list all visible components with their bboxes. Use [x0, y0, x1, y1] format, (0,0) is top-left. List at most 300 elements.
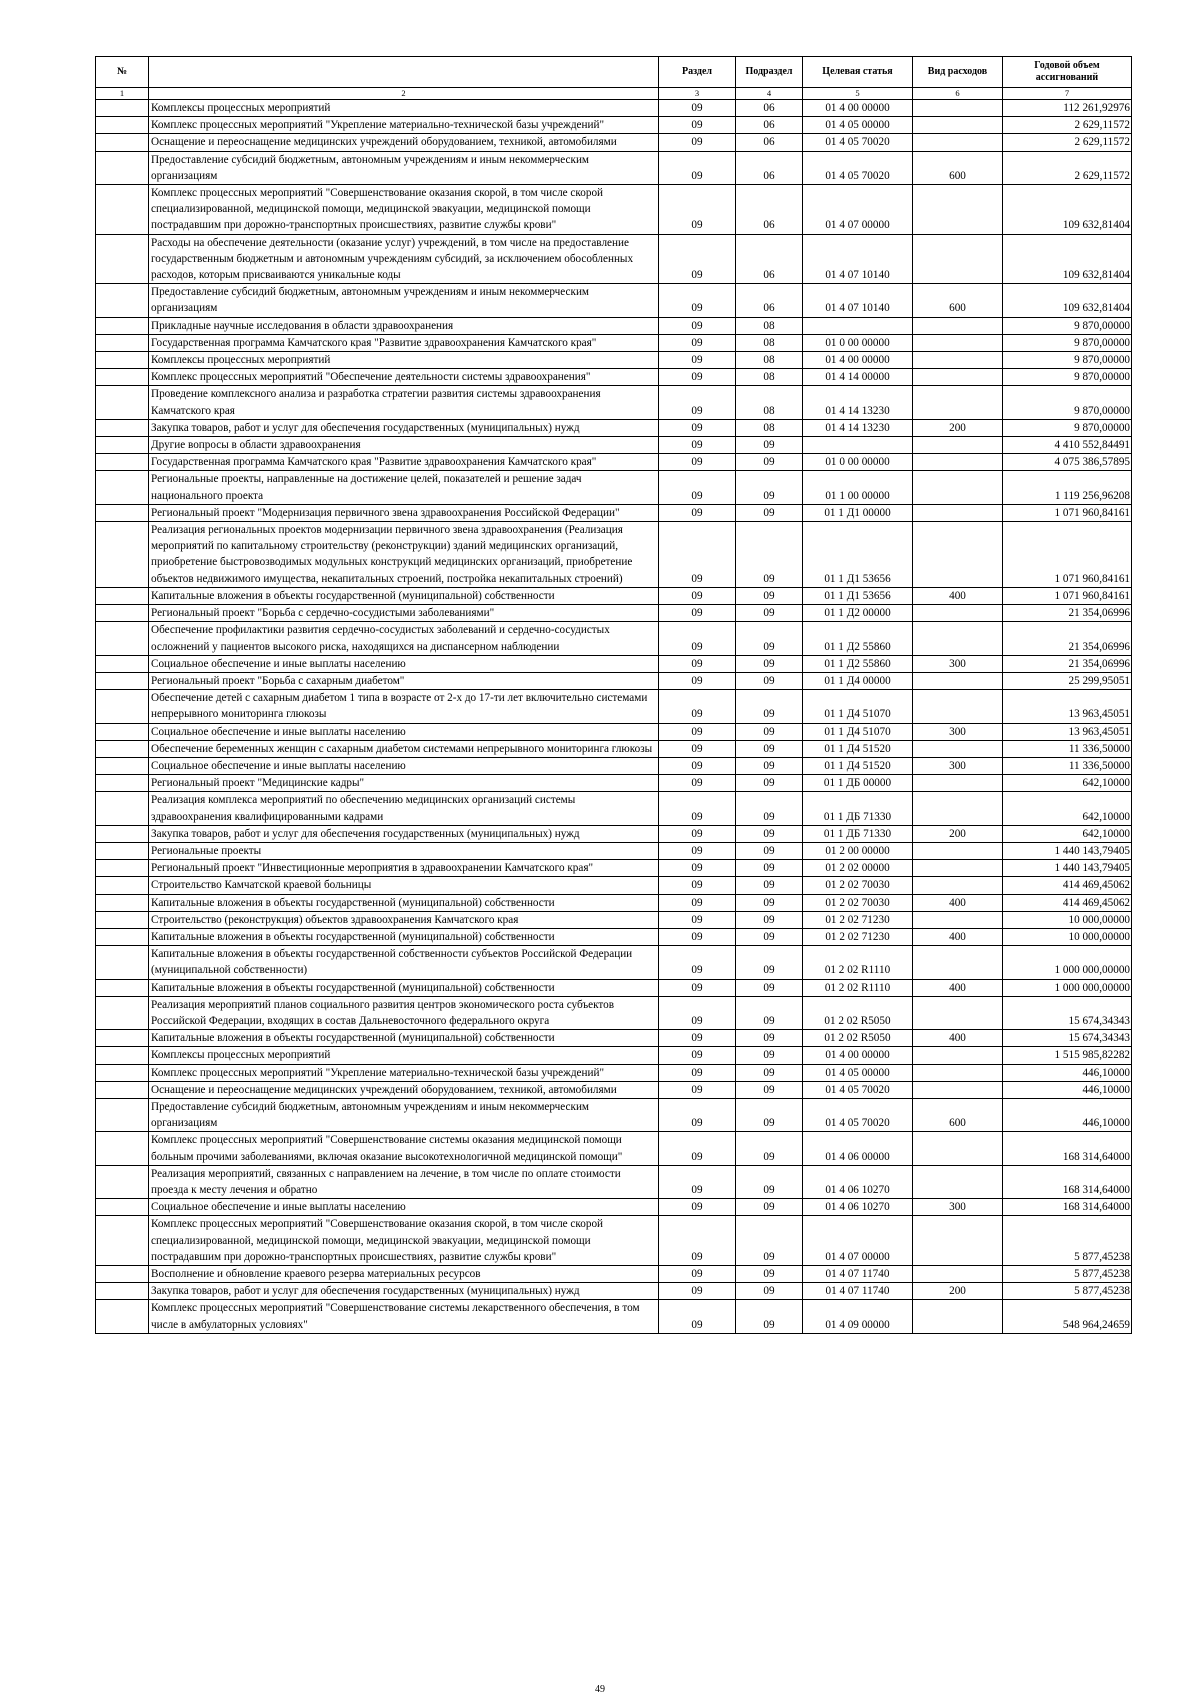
row-podrazdel: 06 [736, 234, 803, 284]
row-vid-rashodov: 200 [913, 1283, 1003, 1300]
table-row [96, 690, 1132, 723]
row-vid-rashodov [913, 504, 1003, 521]
row-vid-rashodov [913, 946, 1003, 979]
row-celevaya-statya: 01 4 05 70020 [803, 134, 913, 151]
row-razdel: 09 [659, 1132, 736, 1165]
row-celevaya-statya: 01 4 09 00000 [803, 1300, 913, 1333]
row-number [96, 655, 149, 672]
row-number [96, 911, 149, 928]
row-vid-rashodov [913, 437, 1003, 454]
row-name: Региональный проект "Борьба с сердечно-сосудистыми заболеваниями" [149, 605, 659, 622]
row-name: Комплекс процессных мероприятий "Совершенствование системы лекарственного обеспечения, в том числе в амбулаторных условиях" [149, 1300, 659, 1333]
row-celevaya-statya: 01 4 00 00000 [803, 100, 913, 117]
header-vid-rashodov: Вид расходов [913, 57, 1003, 88]
row-razdel: 09 [659, 825, 736, 842]
row-sum: 642,10000 [1003, 825, 1132, 842]
row-podrazdel: 09 [736, 437, 803, 454]
row-name: Комплекс процессных мероприятий "Совершенствование оказания скорой, в том числе скорой специализированной, медицинской помощи, медицинской эвакуации, медицинской помощи пострадавшим при дорожно-транспортных происшествиях, развитие службы крови" [149, 185, 659, 235]
header-name [149, 57, 659, 88]
row-celevaya-statya: 01 4 06 10270 [803, 1165, 913, 1198]
row-podrazdel: 09 [736, 587, 803, 604]
row-vid-rashodov: 300 [913, 655, 1003, 672]
row-name: Закупка товаров, работ и услуг для обеспечения государственных (муниципальных) нужд [149, 419, 659, 436]
row-number [96, 775, 149, 792]
row-celevaya-statya: 01 1 Д2 55860 [803, 655, 913, 672]
row-sum: 10 000,00000 [1003, 911, 1132, 928]
row-razdel: 09 [659, 622, 736, 655]
row-razdel: 09 [659, 1300, 736, 1333]
row-vid-rashodov [913, 1300, 1003, 1333]
row-name: Региональный проект "Борьба с сахарным диабетом" [149, 672, 659, 689]
row-razdel: 09 [659, 522, 736, 588]
row-sum: 21 354,06996 [1003, 655, 1132, 672]
table-row [96, 1081, 1132, 1098]
table-row [96, 419, 1132, 436]
table-row [96, 928, 1132, 945]
row-celevaya-statya: 01 2 02 R1110 [803, 946, 913, 979]
row-razdel: 09 [659, 757, 736, 774]
row-razdel: 09 [659, 369, 736, 386]
row-sum: 9 870,00000 [1003, 386, 1132, 419]
row-name: Строительство (реконструкция) объектов здравоохранения Камчатского края [149, 911, 659, 928]
row-number [96, 134, 149, 151]
table-row [96, 1064, 1132, 1081]
row-celevaya-statya: 01 4 05 70020 [803, 1098, 913, 1131]
row-razdel: 09 [659, 928, 736, 945]
row-vid-rashodov: 300 [913, 1199, 1003, 1216]
row-celevaya-statya: 01 1 Д1 53656 [803, 587, 913, 604]
row-celevaya-statya: 01 2 02 71230 [803, 928, 913, 945]
row-razdel: 09 [659, 471, 736, 504]
row-celevaya-statya: 01 4 07 11740 [803, 1283, 913, 1300]
table-row [96, 117, 1132, 134]
row-celevaya-statya [803, 437, 913, 454]
row-name: Строительство Камчатской краевой больницы [149, 877, 659, 894]
table-row [96, 1047, 1132, 1064]
table-row [96, 1199, 1132, 1216]
row-number [96, 386, 149, 419]
table-row [96, 1132, 1132, 1165]
row-sum: 109 632,81404 [1003, 234, 1132, 284]
row-number [96, 1030, 149, 1047]
table-row [96, 437, 1132, 454]
row-razdel: 09 [659, 740, 736, 757]
row-number [96, 1098, 149, 1131]
row-name: Региональный проект "Модернизация первичного звена здравоохранения Российской Федерации" [149, 504, 659, 521]
row-podrazdel: 09 [736, 775, 803, 792]
row-podrazdel: 09 [736, 911, 803, 928]
row-vid-rashodov [913, 185, 1003, 235]
row-vid-rashodov: 400 [913, 587, 1003, 604]
row-number [96, 284, 149, 317]
row-name: Обеспечение профилактики развития сердечно-сосудистых заболеваний и сердечно-сосудистых осложнений у пациентов высокого риска, находящихся на диспансерном наблюдении [149, 622, 659, 655]
row-sum: 109 632,81404 [1003, 284, 1132, 317]
row-name: Капитальные вложения в объекты государственной (муниципальной) собственности [149, 587, 659, 604]
row-podrazdel: 08 [736, 369, 803, 386]
budget-table [95, 56, 1132, 1334]
row-razdel: 09 [659, 842, 736, 859]
row-razdel: 09 [659, 134, 736, 151]
row-number [96, 1199, 149, 1216]
row-celevaya-statya: 01 2 02 70030 [803, 894, 913, 911]
row-name: Прикладные научные исследования в области здравоохранения [149, 317, 659, 334]
row-vid-rashodov [913, 842, 1003, 859]
row-podrazdel: 09 [736, 504, 803, 521]
table-row [96, 825, 1132, 842]
row-name: Комплекс процессных мероприятий "Совершенствование оказания скорой, в том числе скорой специализированной, медицинской помощи, медицинской эвакуации, медицинской помощи пострадавшим при дорожно-транспортных происшествиях, развитие службы крови" [149, 1216, 659, 1266]
row-podrazdel: 09 [736, 996, 803, 1029]
row-vid-rashodov [913, 1132, 1003, 1165]
row-celevaya-statya: 01 1 Д4 51520 [803, 757, 913, 774]
row-podrazdel: 08 [736, 317, 803, 334]
table-row [96, 911, 1132, 928]
row-sum: 414 469,45062 [1003, 877, 1132, 894]
row-sum: 446,10000 [1003, 1098, 1132, 1131]
table-row [96, 605, 1132, 622]
row-razdel: 09 [659, 1047, 736, 1064]
row-number [96, 672, 149, 689]
table-row [96, 1283, 1132, 1300]
row-name: Предоставление субсидий бюджетным, автономным учреждениям и иным некоммерческим организациям [149, 284, 659, 317]
row-podrazdel: 09 [736, 1165, 803, 1198]
row-celevaya-statya: 01 1 Д2 00000 [803, 605, 913, 622]
row-podrazdel: 09 [736, 842, 803, 859]
row-number [96, 522, 149, 588]
row-razdel: 09 [659, 1165, 736, 1198]
row-sum: 1 440 143,79405 [1003, 842, 1132, 859]
row-vid-rashodov: 600 [913, 1098, 1003, 1131]
row-name: Комплекс процессных мероприятий "Укрепление материально-технической базы учреждений" [149, 1064, 659, 1081]
row-podrazdel: 06 [736, 117, 803, 134]
row-vid-rashodov: 400 [913, 979, 1003, 996]
row-celevaya-statya: 01 1 Д1 53656 [803, 522, 913, 588]
row-name: Социальное обеспечение и иные выплаты населению [149, 723, 659, 740]
row-number [96, 979, 149, 996]
row-podrazdel: 09 [736, 946, 803, 979]
row-number [96, 1081, 149, 1098]
row-razdel: 09 [659, 1199, 736, 1216]
row-sum: 5 877,45238 [1003, 1216, 1132, 1266]
row-razdel: 09 [659, 894, 736, 911]
row-razdel: 09 [659, 792, 736, 825]
row-name: Комплексы процессных мероприятий [149, 352, 659, 369]
row-vid-rashodov [913, 996, 1003, 1029]
row-name: Комплексы процессных мероприятий [149, 100, 659, 117]
row-number [96, 740, 149, 757]
row-name: Реализация комплекса мероприятий по обеспечению медицинских организаций системы здравоохранения квалифицированными кадрами [149, 792, 659, 825]
row-vid-rashodov [913, 234, 1003, 284]
row-sum: 1 440 143,79405 [1003, 860, 1132, 877]
row-celevaya-statya: 01 4 07 10140 [803, 284, 913, 317]
row-celevaya-statya: 01 4 07 11740 [803, 1266, 913, 1283]
row-sum: 9 870,00000 [1003, 369, 1132, 386]
row-name: Комплекс процессных мероприятий "Совершенствование системы оказания медицинской помощи больным прочими заболеваниями, включая оказание высокотехнологичной медицинской помощи" [149, 1132, 659, 1165]
row-celevaya-statya: 01 2 02 R5050 [803, 1030, 913, 1047]
table-row [96, 655, 1132, 672]
row-vid-rashodov: 400 [913, 894, 1003, 911]
table-row [96, 723, 1132, 740]
row-podrazdel: 09 [736, 825, 803, 842]
row-sum: 446,10000 [1003, 1064, 1132, 1081]
row-vid-rashodov: 200 [913, 825, 1003, 842]
table-row [96, 284, 1132, 317]
row-name: Капитальные вложения в объекты государственной собственности субъектов Российской Федерации (муниципальной собственности) [149, 946, 659, 979]
table-row [96, 1216, 1132, 1266]
row-celevaya-statya: 01 4 14 13230 [803, 386, 913, 419]
row-number [96, 842, 149, 859]
row-podrazdel: 09 [736, 757, 803, 774]
table-row [96, 352, 1132, 369]
row-name: Капитальные вложения в объекты государственной (муниципальной) собственности [149, 928, 659, 945]
row-celevaya-statya: 01 1 Д2 55860 [803, 622, 913, 655]
row-podrazdel: 09 [736, 1283, 803, 1300]
row-sum: 13 963,45051 [1003, 690, 1132, 723]
row-vid-rashodov [913, 386, 1003, 419]
row-razdel: 09 [659, 655, 736, 672]
row-sum: 21 354,06996 [1003, 622, 1132, 655]
row-celevaya-statya: 01 1 Д4 51070 [803, 690, 913, 723]
row-name: Государственная программа Камчатского края "Развитие здравоохранения Камчатского края" [149, 454, 659, 471]
row-number [96, 723, 149, 740]
row-name: Региональные проекты [149, 842, 659, 859]
row-name: Социальное обеспечение и иные выплаты населению [149, 1199, 659, 1216]
row-sum: 2 629,11572 [1003, 117, 1132, 134]
table-row [96, 454, 1132, 471]
row-name: Закупка товаров, работ и услуг для обеспечения государственных (муниципальных) нужд [149, 1283, 659, 1300]
row-razdel: 09 [659, 386, 736, 419]
row-name: Региональный проект "Инвестиционные мероприятия в здравоохранении Камчатского края" [149, 860, 659, 877]
row-razdel: 09 [659, 437, 736, 454]
row-vid-rashodov [913, 134, 1003, 151]
row-podrazdel: 06 [736, 185, 803, 235]
row-razdel: 09 [659, 334, 736, 351]
table-row [96, 1300, 1132, 1333]
header-godovoy-obem: Годовой объем ассигнований [1003, 57, 1132, 88]
row-name: Комплекс процессных мероприятий "Укрепление материально-технической базы учреждений" [149, 117, 659, 134]
row-razdel: 09 [659, 352, 736, 369]
row-celevaya-statya: 01 4 05 00000 [803, 117, 913, 134]
row-number [96, 151, 149, 184]
table-row [96, 979, 1132, 996]
row-celevaya-statya: 01 4 07 00000 [803, 1216, 913, 1266]
row-celevaya-statya [803, 317, 913, 334]
row-razdel: 09 [659, 419, 736, 436]
row-razdel: 09 [659, 911, 736, 928]
table-row [96, 1098, 1132, 1131]
table-row [96, 622, 1132, 655]
row-podrazdel: 06 [736, 284, 803, 317]
row-podrazdel: 09 [736, 860, 803, 877]
row-vid-rashodov [913, 454, 1003, 471]
row-sum: 9 870,00000 [1003, 317, 1132, 334]
column-number: 3 [659, 88, 736, 100]
row-number [96, 100, 149, 117]
table-row [96, 792, 1132, 825]
row-sum: 1 071 960,84161 [1003, 522, 1132, 588]
row-razdel: 09 [659, 454, 736, 471]
row-celevaya-statya: 01 2 00 00000 [803, 842, 913, 859]
row-razdel: 09 [659, 1283, 736, 1300]
row-vid-rashodov [913, 1165, 1003, 1198]
row-sum: 11 336,50000 [1003, 757, 1132, 774]
row-podrazdel: 09 [736, 655, 803, 672]
row-podrazdel: 09 [736, 1098, 803, 1131]
row-vid-rashodov [913, 605, 1003, 622]
row-sum: 4 075 386,57895 [1003, 454, 1132, 471]
row-number [96, 471, 149, 504]
row-vid-rashodov: 400 [913, 928, 1003, 945]
row-celevaya-statya: 01 0 00 00000 [803, 454, 913, 471]
row-vid-rashodov: 300 [913, 757, 1003, 774]
row-podrazdel: 09 [736, 740, 803, 757]
row-sum: 112 261,92976 [1003, 100, 1132, 117]
row-name: Реализация мероприятий планов социального развития центров экономического роста субъектов Российской Федерации, входящих в состав Дальневосточного федерального округа [149, 996, 659, 1029]
row-number [96, 369, 149, 386]
table-row [96, 134, 1132, 151]
column-number: 5 [803, 88, 913, 100]
row-vid-rashodov [913, 522, 1003, 588]
row-razdel: 09 [659, 151, 736, 184]
row-sum: 10 000,00000 [1003, 928, 1132, 945]
row-number [96, 437, 149, 454]
row-sum: 446,10000 [1003, 1081, 1132, 1098]
row-name: Предоставление субсидий бюджетным, автономным учреждениям и иным некоммерческим организациям [149, 1098, 659, 1131]
row-podrazdel: 09 [736, 605, 803, 622]
row-name: Оснащение и переоснащение медицинских учреждений оборудованием, техникой, автомобилями [149, 1081, 659, 1098]
row-name: Восполнение и обновление краевого резерва материальных ресурсов [149, 1266, 659, 1283]
column-number: 6 [913, 88, 1003, 100]
row-number [96, 1047, 149, 1064]
row-name: Капитальные вложения в объекты государственной (муниципальной) собственности [149, 1030, 659, 1047]
row-name: Государственная программа Камчатского края "Развитие здравоохранения Камчатского края" [149, 334, 659, 351]
row-sum: 15 674,34343 [1003, 996, 1132, 1029]
table-row [96, 996, 1132, 1029]
row-razdel: 09 [659, 979, 736, 996]
row-sum: 5 877,45238 [1003, 1283, 1132, 1300]
table-row [96, 522, 1132, 588]
row-vid-rashodov: 300 [913, 723, 1003, 740]
row-podrazdel: 09 [736, 1132, 803, 1165]
row-vid-rashodov [913, 740, 1003, 757]
row-number [96, 860, 149, 877]
row-podrazdel: 09 [736, 690, 803, 723]
column-number: 7 [1003, 88, 1132, 100]
row-vid-rashodov [913, 877, 1003, 894]
column-number: 2 [149, 88, 659, 100]
row-razdel: 09 [659, 605, 736, 622]
row-vid-rashodov [913, 1064, 1003, 1081]
table-row [96, 151, 1132, 184]
row-sum: 1 071 960,84161 [1003, 587, 1132, 604]
row-number [96, 117, 149, 134]
row-podrazdel: 06 [736, 100, 803, 117]
table-row [96, 877, 1132, 894]
row-name: Обеспечение детей с сахарным диабетом 1 типа в возрасте от 2-х до 17-ти лет включительно системами непрерывного мониторинга глюкозы [149, 690, 659, 723]
header-celevaya-statya: Целевая статья [803, 57, 913, 88]
row-number [96, 825, 149, 842]
row-number [96, 1216, 149, 1266]
row-number [96, 690, 149, 723]
header-razdel: Раздел [659, 57, 736, 88]
row-podrazdel: 09 [736, 1266, 803, 1283]
row-podrazdel: 09 [736, 723, 803, 740]
row-sum: 4 410 552,84491 [1003, 437, 1132, 454]
row-name: Комплекс процессных мероприятий "Обеспечение деятельности системы здравоохранения" [149, 369, 659, 386]
row-vid-rashodov [913, 775, 1003, 792]
row-vid-rashodov [913, 911, 1003, 928]
table-row [96, 587, 1132, 604]
row-number [96, 757, 149, 774]
row-razdel: 09 [659, 317, 736, 334]
row-celevaya-statya: 01 4 07 00000 [803, 185, 913, 235]
table-row [96, 386, 1132, 419]
row-vid-rashodov [913, 100, 1003, 117]
row-razdel: 09 [659, 185, 736, 235]
row-name: Капитальные вложения в объекты государственной (муниципальной) собственности [149, 894, 659, 911]
page-number: 49 [595, 1684, 605, 1695]
row-sum: 642,10000 [1003, 792, 1132, 825]
row-name: Предоставление субсидий бюджетным, автономным учреждениям и иным некоммерческим организациям [149, 151, 659, 184]
row-celevaya-statya: 01 4 00 00000 [803, 352, 913, 369]
table-row [96, 946, 1132, 979]
header-num: № [96, 57, 149, 88]
row-celevaya-statya: 01 1 ДБ 00000 [803, 775, 913, 792]
row-celevaya-statya: 01 1 Д4 00000 [803, 672, 913, 689]
row-vid-rashodov [913, 860, 1003, 877]
row-sum: 11 336,50000 [1003, 740, 1132, 757]
row-celevaya-statya: 01 1 ДБ 71330 [803, 825, 913, 842]
table-row [96, 185, 1132, 235]
row-razdel: 09 [659, 117, 736, 134]
table-body [96, 100, 1132, 1334]
row-number [96, 928, 149, 945]
row-sum: 21 354,06996 [1003, 605, 1132, 622]
row-podrazdel: 09 [736, 792, 803, 825]
row-sum: 109 632,81404 [1003, 185, 1132, 235]
header-podrazdel: Подраздел [736, 57, 803, 88]
table-row [96, 894, 1132, 911]
row-razdel: 09 [659, 1216, 736, 1266]
row-sum: 1 119 256,96208 [1003, 471, 1132, 504]
row-podrazdel: 09 [736, 454, 803, 471]
row-number [96, 894, 149, 911]
row-sum: 25 299,95051 [1003, 672, 1132, 689]
row-name: Проведение комплексного анализа и разработка стратегии развития системы здравоохранения Камчатского края [149, 386, 659, 419]
row-vid-rashodov [913, 471, 1003, 504]
row-celevaya-statya: 01 4 05 00000 [803, 1064, 913, 1081]
row-vid-rashodov [913, 352, 1003, 369]
row-number [96, 946, 149, 979]
row-number [96, 792, 149, 825]
table-header [96, 57, 1132, 100]
row-podrazdel: 09 [736, 1199, 803, 1216]
row-podrazdel: 08 [736, 334, 803, 351]
row-razdel: 09 [659, 775, 736, 792]
row-razdel: 09 [659, 723, 736, 740]
table-row [96, 860, 1132, 877]
row-podrazdel: 09 [736, 672, 803, 689]
table-row [96, 504, 1132, 521]
row-number [96, 605, 149, 622]
row-razdel: 09 [659, 1266, 736, 1283]
row-celevaya-statya: 01 0 00 00000 [803, 334, 913, 351]
row-name: Комплексы процессных мероприятий [149, 1047, 659, 1064]
budget-sheet [95, 56, 1131, 1334]
row-number [96, 1283, 149, 1300]
table-row [96, 334, 1132, 351]
row-podrazdel: 08 [736, 419, 803, 436]
row-razdel: 09 [659, 672, 736, 689]
